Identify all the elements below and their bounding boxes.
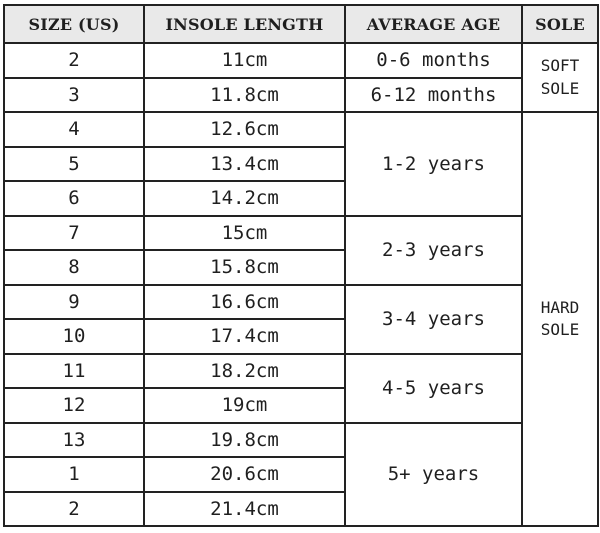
size-cell: 2 bbox=[4, 492, 144, 527]
insole-cell: 20.6cm bbox=[144, 457, 345, 492]
table-row bbox=[4, 112, 598, 147]
size-chart-table bbox=[3, 4, 599, 527]
table-row bbox=[4, 285, 598, 320]
size-cell: 8 bbox=[4, 250, 144, 285]
age-cell: 5+ years bbox=[345, 423, 522, 527]
size-cell: 12 bbox=[4, 388, 144, 423]
age-cell: 1-2 years bbox=[345, 112, 522, 216]
size-cell: 2 bbox=[4, 43, 144, 78]
sole-label-line: SOLE bbox=[540, 78, 580, 98]
insole-cell: 21.4cm bbox=[144, 492, 345, 527]
age-cell: 6-12 months bbox=[345, 78, 522, 113]
size-cell: 13 bbox=[4, 423, 144, 458]
size-cell: 4 bbox=[4, 112, 144, 147]
header-average-age: AVERAGE AGE bbox=[345, 5, 522, 43]
sole-label-line: SOFT bbox=[540, 56, 580, 76]
insole-cell: 14.2cm bbox=[144, 181, 345, 216]
sole-cell-soft bbox=[522, 43, 598, 112]
insole-cell: 11cm bbox=[144, 43, 345, 78]
age-cell: 2-3 years bbox=[345, 216, 522, 285]
insole-cell: 19.8cm bbox=[144, 423, 345, 458]
insole-cell: 16.6cm bbox=[144, 285, 345, 320]
insole-cell: 12.6cm bbox=[144, 112, 345, 147]
size-cell: 7 bbox=[4, 216, 144, 251]
insole-cell: 15.8cm bbox=[144, 250, 345, 285]
size-cell: 10 bbox=[4, 319, 144, 354]
table-row bbox=[4, 354, 598, 389]
insole-cell: 17.4cm bbox=[144, 319, 345, 354]
insole-cell: 18.2cm bbox=[144, 354, 345, 389]
table-row bbox=[4, 216, 598, 251]
sole-label-line: HARD bbox=[540, 297, 580, 317]
insole-cell: 15cm bbox=[144, 216, 345, 251]
size-cell: 11 bbox=[4, 354, 144, 389]
size-cell: 3 bbox=[4, 78, 144, 113]
table-row bbox=[4, 43, 598, 78]
header-insole-length: INSOLE LENGTH bbox=[144, 5, 345, 43]
insole-cell: 11.8cm bbox=[144, 78, 345, 113]
size-cell: 6 bbox=[4, 181, 144, 216]
age-cell: 3-4 years bbox=[345, 285, 522, 354]
age-cell: 0-6 months bbox=[345, 43, 522, 78]
header-row bbox=[4, 5, 598, 43]
size-cell: 9 bbox=[4, 285, 144, 320]
table-row bbox=[4, 423, 598, 458]
table-row bbox=[4, 78, 598, 113]
age-cell: 4-5 years bbox=[345, 354, 522, 423]
sole-label-line: SOLE bbox=[540, 320, 580, 339]
insole-cell: 19cm bbox=[144, 388, 345, 423]
sole-cell-hard bbox=[522, 112, 598, 526]
size-cell: 5 bbox=[4, 147, 144, 182]
size-cell: 1 bbox=[4, 457, 144, 492]
header-size: SIZE (US) bbox=[4, 5, 144, 43]
insole-cell: 13.4cm bbox=[144, 147, 345, 182]
header-sole: SOLE bbox=[522, 5, 598, 43]
